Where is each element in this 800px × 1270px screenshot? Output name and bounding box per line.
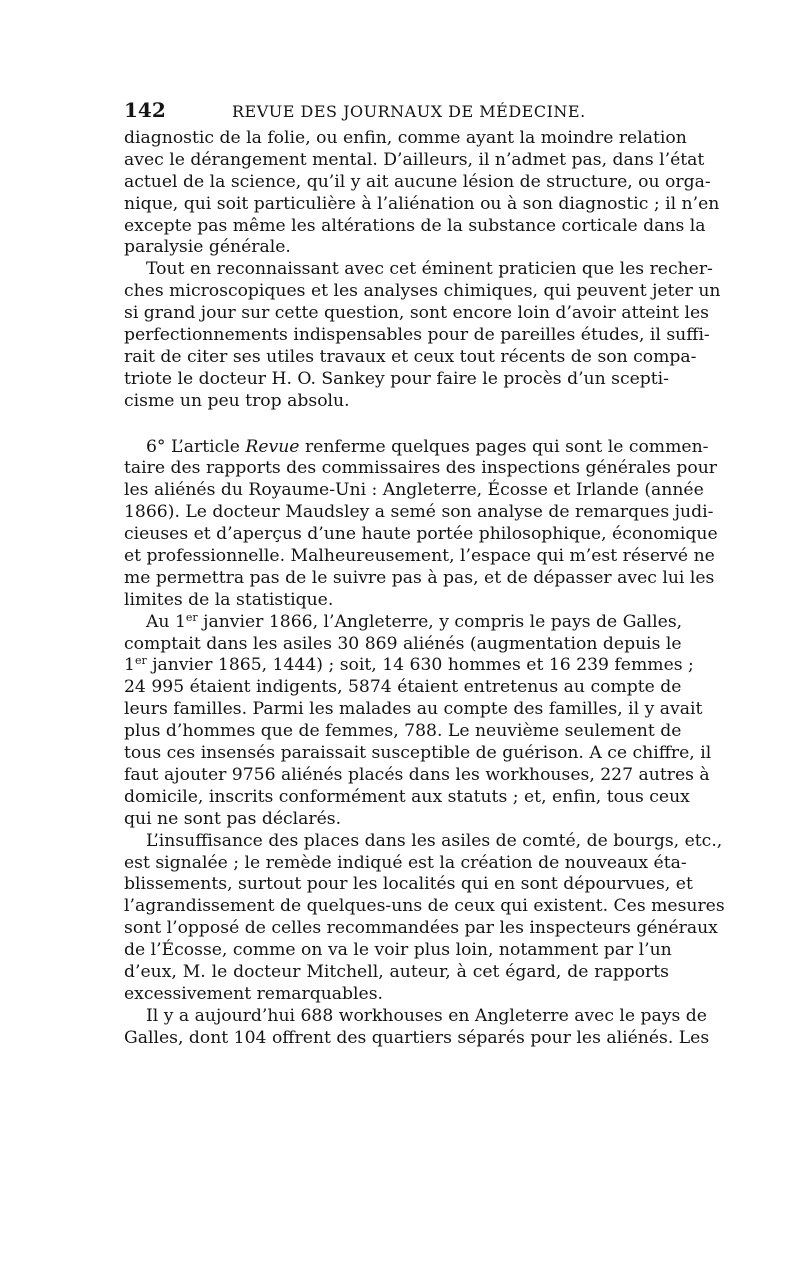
text-line: paralysie générale. bbox=[124, 237, 291, 258]
text-line: L’insuffisance des places dans les asiles de comté, de bourgs, etc., bbox=[146, 830, 723, 851]
text-line: les aliénés du Royaume-Uni : Angleterre, Écosse et Irlande (année bbox=[124, 480, 704, 501]
text-line: Tout en reconnaissant avec cet éminent praticien que les recher- bbox=[146, 259, 713, 280]
paragraph-1 bbox=[124, 128, 720, 259]
ordinal-suffix: er bbox=[134, 654, 147, 668]
paragraph-4 bbox=[124, 610, 712, 831]
text-line: 24 995 étaient indigents, 5874 étaient entretenus au compte de bbox=[124, 677, 682, 698]
text-line: l’agrandissement de quelques-uns de ceux qui existent. Ces mesures bbox=[124, 896, 725, 917]
text-line: ches microscopiques et les analyses chimiques, qui peuvent jeter un bbox=[124, 281, 721, 302]
text-line: diagnostic de la folie, ou enfin, comme ayant la moindre relation bbox=[124, 128, 687, 148]
page-header bbox=[124, 98, 669, 128]
text-line: rait de citer ses utiles travaux et ceux tout récents de son compa- bbox=[124, 346, 697, 367]
paragraph-2 bbox=[124, 259, 721, 412]
text-line: sont l’opposé de celles recommandées par les inspecteurs généraux bbox=[124, 918, 718, 939]
text-line: actuel de la science, qu’il y ait aucune lésion de structure, ou orga- bbox=[124, 171, 711, 192]
text-segment: janvier 1866, l’Angleterre, y compris le pays de Galles, bbox=[203, 611, 683, 632]
text-line: comptait dans les asiles 30 869 aliénés (augmentation depuis le bbox=[124, 633, 682, 654]
text-segment: 1 bbox=[124, 655, 135, 676]
text-segment: 6° L’article bbox=[146, 436, 240, 457]
text-segment: renferme quelques pages qui sont le commen- bbox=[304, 436, 709, 457]
text-line: cisme un peu trop absolu. bbox=[124, 390, 350, 411]
body-text bbox=[124, 128, 725, 1050]
text-line: blissements, surtout pour les localités qui en sont dépourvues, et bbox=[124, 874, 693, 895]
paragraph-3 bbox=[124, 436, 718, 612]
text-segment: janvier 1865, 1444) ; soit, 14 630 hommes et 16 239 femmes ; bbox=[152, 655, 694, 676]
text-line bbox=[124, 654, 694, 677]
text-line: Galles, dont 104 offrent des quartiers séparés pour les aliénés. Les bbox=[124, 1027, 710, 1048]
text-line: nique, qui soit particulière à l’aliénation ou à son diagnostic ; il n’en bbox=[124, 193, 720, 214]
text-line: cieuses et d’aperçus d’une haute portée philosophique, économique bbox=[124, 524, 718, 545]
text-line bbox=[124, 610, 683, 634]
text-line bbox=[124, 436, 709, 459]
page-number: 142 bbox=[124, 98, 166, 122]
paragraph-6 bbox=[124, 1005, 710, 1050]
text-line: et professionnelle. Malheureusement, l’espace qui m’est réservé ne bbox=[124, 546, 715, 567]
text-line: excessivement remarquables. bbox=[124, 983, 384, 1004]
text-line: Il y a aujourd’hui 688 workhouses en Angleterre avec le pays de bbox=[146, 1005, 707, 1026]
journal-title: Revue bbox=[245, 436, 300, 457]
text-line: leurs familles. Parmi les malades au compte des familles, il y avait bbox=[124, 699, 703, 720]
text-line: limites de la statistique. bbox=[124, 589, 334, 610]
text-line: perfectionnements indispensables pour de pareilles études, il suffi- bbox=[124, 325, 710, 346]
text-line: d’eux, M. le docteur Mitchell, auteur, à cet égard, de rapports bbox=[124, 961, 669, 982]
text-line: faut ajouter 9756 aliénés placés dans les workhouses, 227 autres à bbox=[124, 764, 710, 785]
paragraph-5 bbox=[124, 830, 725, 1006]
running-title: REVUE DES JOURNAUX DE MÉDECINE. bbox=[232, 102, 586, 121]
text-line: taire des rapports des commissaires des inspections générales pour bbox=[124, 458, 717, 479]
text-line: triote le docteur H. O. Sankey pour faire le procès d’un scepti- bbox=[124, 368, 669, 389]
section-gap bbox=[124, 413, 669, 437]
text-line: qui ne sont pas déclarés. bbox=[124, 808, 342, 829]
text-line: avec le dérangement mental. D’ailleurs, il n’admet pas, dans l’état bbox=[124, 149, 705, 170]
text-line: de l’Écosse, comme on va le voir plus loin, notamment par l’un bbox=[124, 940, 672, 961]
text-line: si grand jour sur cette question, sont encore loin d’avoir atteint les bbox=[124, 303, 709, 324]
text-line: me permettra pas de le suivre pas à pas, et de dépasser avec lui les bbox=[124, 567, 715, 588]
text-line: tous ces insensés paraissait susceptible de guérison. A ce chiffre, il bbox=[124, 743, 712, 764]
ordinal-suffix: er bbox=[185, 610, 198, 624]
text-line: est signalée ; le remède indiqué est la création de nouveaux éta- bbox=[124, 852, 687, 873]
text-line: 1866). Le docteur Maudsley a semé son analyse de remarques judi- bbox=[124, 502, 714, 523]
text-line: plus d’hommes que de femmes, 788. Le neuvième seulement de bbox=[124, 721, 682, 742]
text-segment: Au 1 bbox=[146, 611, 186, 632]
text-line: domicile, inscrits conformément aux statuts ; et, enfin, tous ceux bbox=[124, 786, 690, 807]
text-line: excepte pas même les altérations de la substance corticale dans la bbox=[124, 215, 706, 236]
